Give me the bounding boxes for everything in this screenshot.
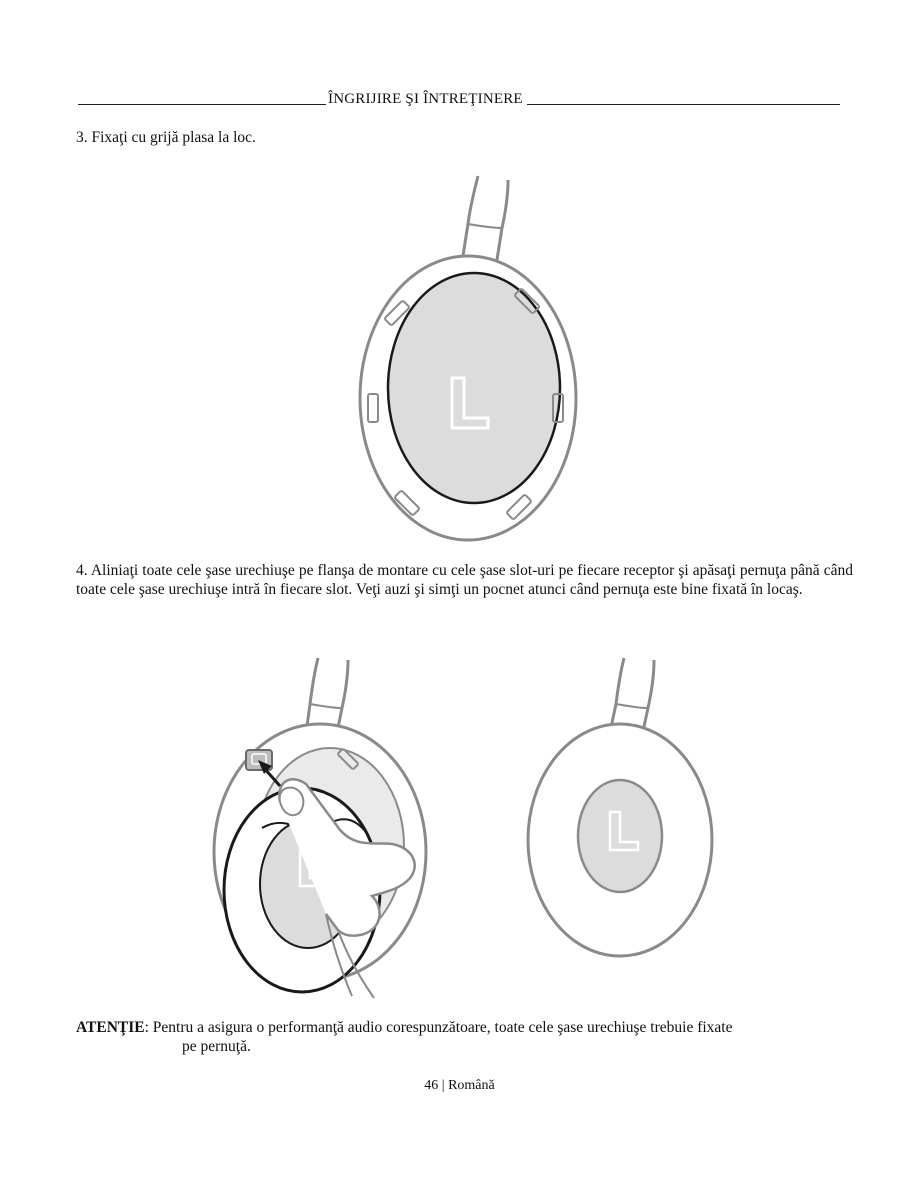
attention-note bbox=[76, 1018, 846, 1056]
page-header bbox=[78, 86, 840, 108]
step-4-text: 4. Aliniaţi toate cele şase urechiuşe pe flanşa de montare cu cele şase slot-uri pe fiecare receptor şi apăsaţi pernuţa până când toate cele şase urechiuşe intră în fiecare slot. Veţi auzi şi simţi un pocnet atunci când pernuţa este bine fixată în locaş. bbox=[76, 562, 853, 598]
header-rule-right bbox=[527, 104, 840, 105]
header-rule-left bbox=[78, 104, 326, 105]
step-3-text: 3. Fixaţi cu grijă plasa la loc. bbox=[76, 129, 256, 146]
attention-text: : Pentru a asigura o performanţă audio corespunzătoare, toate cele şase urechiuşe trebuie fixate bbox=[144, 1019, 733, 1036]
attention-text-continuation: pe pernuţă. bbox=[182, 1038, 251, 1055]
header-title: ÎNGRIJIRE ŞI ÎNTREŢINERE bbox=[328, 91, 523, 107]
cushion-attach-illustration bbox=[206, 652, 680, 1012]
fig1-letter: L bbox=[250, 72, 251, 73]
page-footer: 46 | Română bbox=[424, 1078, 495, 1093]
attention-label: ATENŢIE bbox=[76, 1019, 145, 1036]
